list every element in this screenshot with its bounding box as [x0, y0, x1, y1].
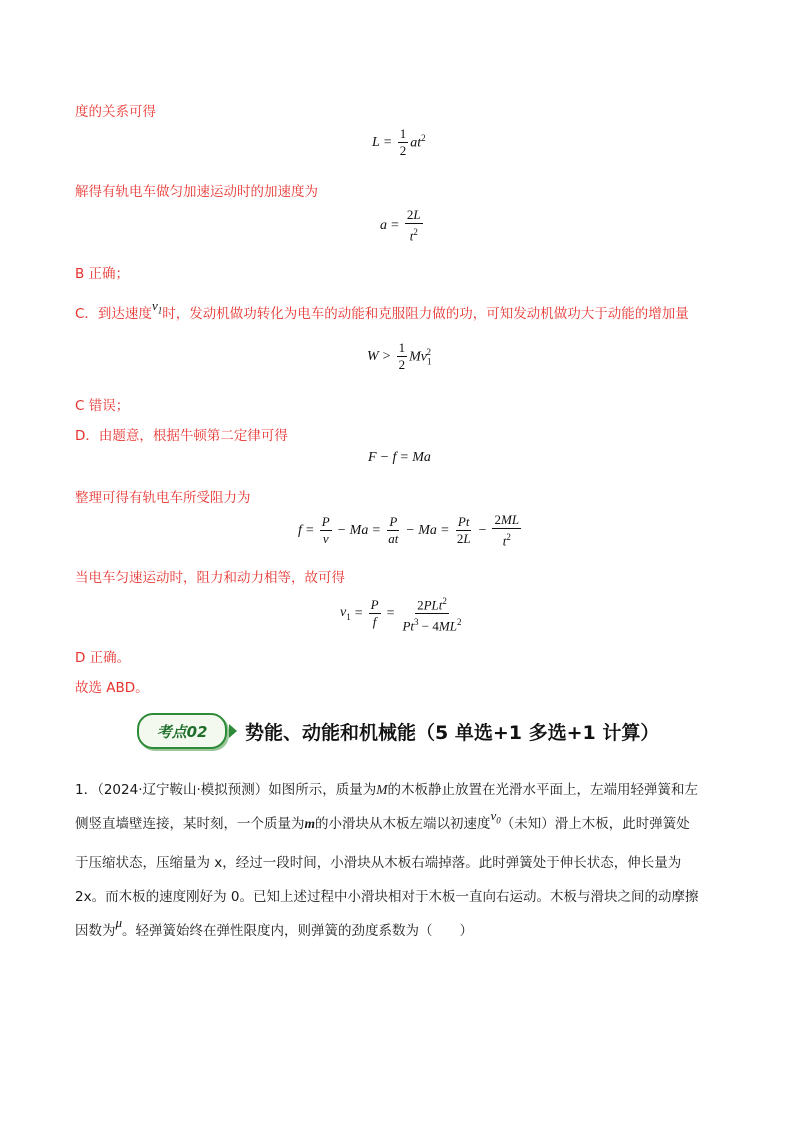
question-line: 于压缩状态，压缩量为 x，经过一段时间，小滑块从木板右端掉落。此时弹簧处于伸长状态，伸长量为 — [75, 854, 682, 871]
text-line: D．由题意，根据牛顿第二定律可得 — [75, 428, 288, 444]
symbol-text: v — [151, 298, 158, 313]
question-line — [75, 807, 735, 846]
text-line: 整理可得有轨电车所受阻力为 — [75, 490, 251, 506]
text-span: C．到达速度 — [75, 306, 152, 322]
text-line: 度的关系可得 — [75, 104, 156, 120]
text-line: B 正确； — [75, 266, 130, 282]
symbol-sub: 1 — [157, 305, 163, 316]
text-span: 侧竖直墙壁连接，某时刻，一个质量为 — [75, 816, 305, 832]
text-line: 故选 ABD。 — [75, 680, 149, 696]
symbol-mu: μ — [115, 914, 123, 930]
section-title: 势能、动能和机械能（5 单选+1 多选+1 计算） — [245, 721, 660, 744]
badge-arrow-icon — [229, 724, 237, 738]
text-line: D 正确。 — [75, 650, 131, 666]
equation-length: L = $\frac{1}{2}$ $at^2$ — [372, 126, 426, 158]
text-span: （未知）滑上木板，此时弹簧处 — [500, 816, 690, 832]
section-header — [137, 713, 659, 749]
equation-work: W > $\frac{1}{2}$ $Mv_1^2$ — [367, 340, 432, 372]
text-line: 解得有轨电车做匀加速运动时的加速度为 — [75, 184, 318, 200]
text-line: 当电车匀速运动时，阻力和动力相等，故可得 — [75, 570, 345, 586]
section-badge: 考点02 — [137, 713, 227, 749]
question-line: 2x。而木板的速度刚好为 0。已知上述过程中小滑块相对于木板一直向右运动。木板与滑块之间的动摩擦 — [75, 888, 699, 905]
equation-velocity: $v_1$ = $\frac{P}{f}$ = $\frac{2PLt^2}{Pt^3 - 4ML^2}$ — [340, 593, 465, 635]
question-paragraph — [75, 773, 735, 948]
equation-acceleration: a = $\frac{2L}{t^2}$ — [380, 207, 421, 244]
text-span: 因数为 — [75, 922, 116, 939]
symbol-v0 — [490, 808, 501, 826]
text-line: C 错误； — [75, 398, 130, 414]
text-span: 的小滑块从木板左端以初速度 — [315, 816, 491, 832]
symbol-m: m — [304, 816, 316, 831]
question-line — [75, 914, 735, 948]
equation-newton: F − f = Ma — [368, 450, 431, 465]
equation-resistance: f = $\frac{P}{v}$ − Ma = $\frac{P}{at}$ − Ma = $\frac{Pt}{2L}$ − $\frac{2ML}{t^2}$ — [298, 512, 520, 549]
symbol-sub: 0 — [496, 815, 501, 826]
text-span: 时，发动机做功转化为电车的动能和克服阻力做的功，可知发动机做功大于动能的增加量 — [162, 306, 689, 322]
text-span: 1．（2024·辽宁鞍山·模拟预测）如图所示，质量为 — [75, 782, 377, 798]
text-line-c — [75, 298, 689, 324]
symbol-M: M — [376, 782, 388, 797]
symbol-v1 — [151, 298, 163, 316]
text-span: 。轻弹簧始终在弹性限度内，则弹簧的劲度系数为（ ） — [122, 922, 474, 939]
question-line — [75, 773, 735, 807]
symbol-text: v — [490, 808, 497, 823]
text-span: 的木板静止放置在光滑水平面上，左端用轻弹簧和左 — [387, 782, 699, 798]
